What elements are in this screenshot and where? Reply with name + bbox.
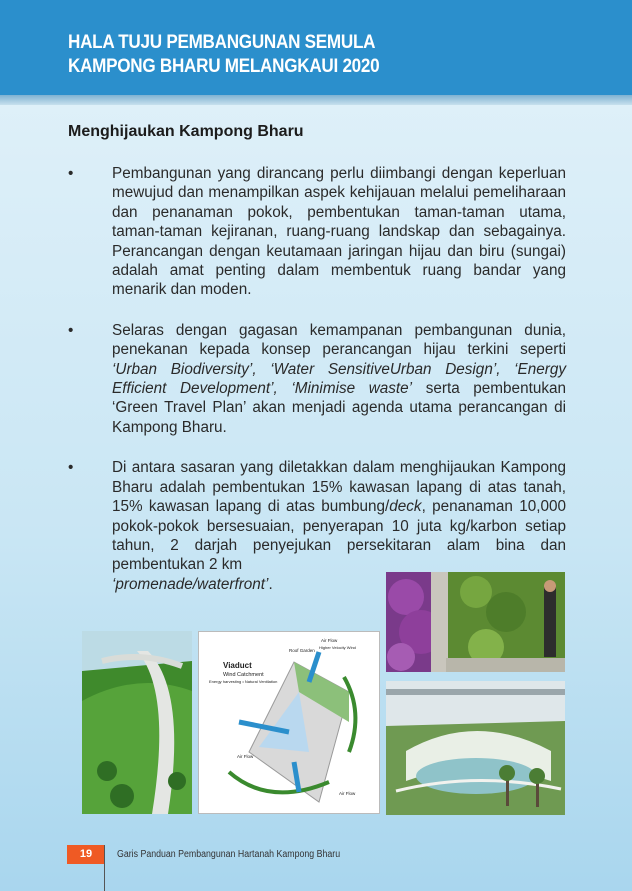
diagram-label-roof: Roof Garden — [289, 648, 315, 653]
waterfront-park-photo — [386, 681, 565, 815]
bullet-text-2b: serta pembentukan ‘Green Travel Plan’ akan menjadi agenda utama perancangan di Kampong Bharu. — [112, 380, 566, 436]
header-shadow-band — [0, 95, 632, 105]
bullet-text-3b: , penanaman 10,000 pokok-pokok bersesuaian, penyerapan 10 juta kg/karbon setiap tahun, 2 darjah penyejukan persekitaran alam bina dan pembentukan 2 km — [112, 498, 567, 574]
section-subtitle: Menghijaukan Kampong Bharu — [68, 123, 304, 140]
bullet-text-1: Pembangunan yang dirancang perlu diimbangi dengan keperluan mewujud dan menampilkan aspek kehijauan melalui pemeliharaan dan penanaman pokok, pembentukan taman-taman utama, taman-taman kejiranan, ruang-ruang landskap dan sebagainya. Perancangan dengan keutamaan jaringan hijau dan biru (sungai) adalah amat penting dalam membentuk ruang bandar yang menarik dan moden. — [112, 165, 566, 299]
bullet-text-3a: Di antara sasaran yang diletakkan dalam menghijaukan Kampong Bharu adalah pembentukan 15% kawasan lapang di atas tanah, 15% kawasan lapang di atas bumbung/ — [112, 459, 566, 516]
diagram-label-airflow-bottom: Air Flow — [339, 791, 356, 796]
header-title-line2: KAMPONG BHARU MELANGKAUI 2020 — [68, 56, 380, 77]
page-number: 19 — [67, 845, 105, 864]
diagram-label-high-wind: Higher Velocity Wind — [319, 645, 356, 650]
footer-divider — [104, 845, 105, 891]
bullet-marker: • — [68, 321, 74, 339]
bullet-text-3-promenade: ‘promenade/waterfront’ — [112, 575, 269, 593]
diagram-label-airflow-top: Air Flow — [321, 638, 338, 643]
bullet-list — [68, 164, 566, 615]
bullet-text-3-deck: deck — [389, 498, 422, 516]
diagram-label-viaduct: Viaduct — [223, 661, 252, 670]
bullet-item-2 — [68, 321, 566, 437]
bullet-text-2-italic: ‘Urban Biodiversity’, ‘Water SensitiveUrban Design’, ‘Energy Efficient Development’, ‘Minimise waste’ — [112, 360, 566, 398]
diagram-label-airflow-left: Air Flow — [237, 754, 254, 759]
bullet-text-2a: Selaras dengan gagasan kemampanan pembangunan dunia, penekanan kepada konsep perancangan hijau terkini seperti — [112, 321, 566, 359]
header-title — [68, 31, 379, 79]
diagram-label-wind: Wind Catchment — [223, 672, 264, 678]
bullet-text-3-end: . — [268, 575, 273, 593]
page-header — [0, 0, 632, 95]
diagram-label-energy: Energy harvesting • Natural Ventilation — [209, 679, 278, 684]
wind-catchment-diagram — [198, 631, 380, 814]
bullet-marker: • — [68, 459, 74, 477]
footer-text: Garis Panduan Pembangunan Hartanah Kampong Bharu — [117, 849, 341, 860]
green-viaduct-photo — [82, 631, 192, 814]
green-wall-photo — [386, 572, 565, 672]
bullet-item-1 — [68, 164, 566, 300]
header-title-line1: HALA TUJU PEMBANGUNAN SEMULA — [68, 32, 376, 53]
bullet-marker: • — [68, 165, 74, 182]
